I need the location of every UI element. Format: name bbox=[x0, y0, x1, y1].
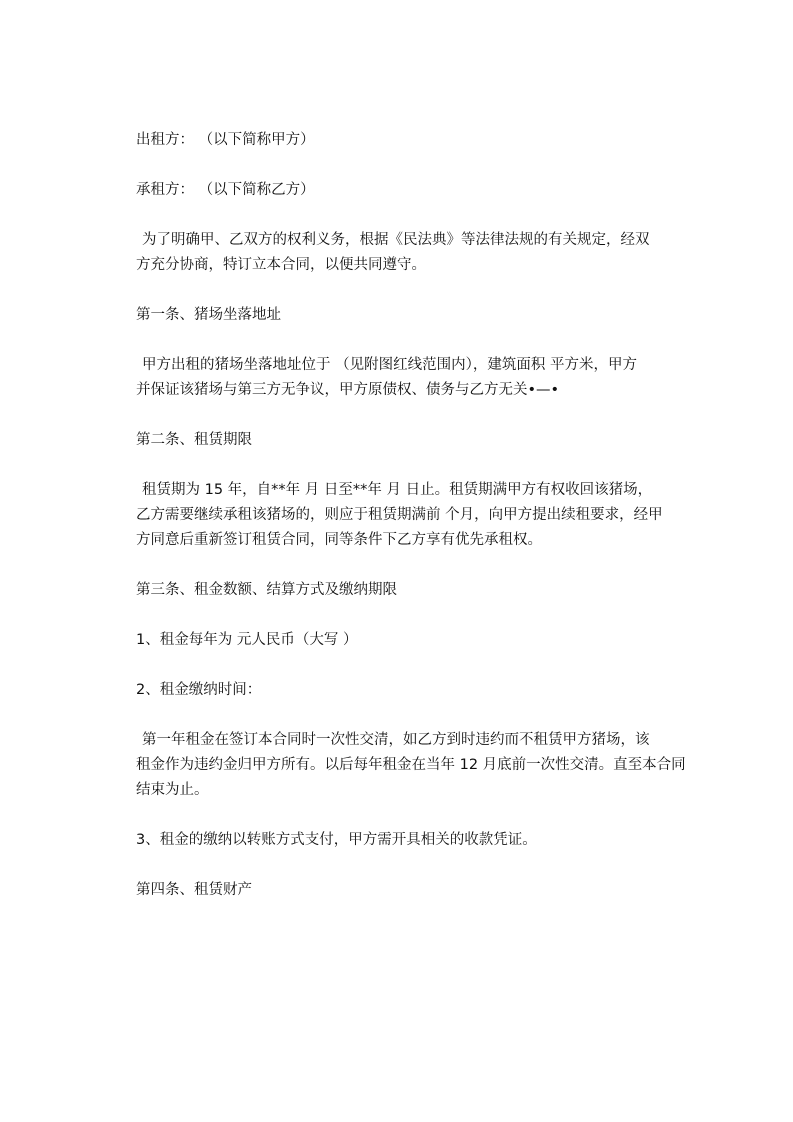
article3-item2-line: 结束为止。 bbox=[136, 782, 209, 798]
article3-heading-text: 第三条、租金数额、结算方式及缴纳期限 bbox=[136, 582, 397, 598]
preamble-line: 方充分协商，特订立本合同，以便共同遵守。 bbox=[136, 257, 426, 273]
article1-body bbox=[136, 353, 700, 403]
article2-line: 乙方需要继续承租该猪场的，则应于租赁期满前 个月，向甲方提出续租要求，经甲 bbox=[136, 507, 663, 523]
article3-heading bbox=[136, 578, 700, 603]
article4-heading-text: 第四条、租赁财产 bbox=[136, 882, 252, 898]
article2-line: 方同意后重新签订租赁合同，同等条件下乙方享有优先承租权。 bbox=[136, 532, 542, 548]
article1-heading bbox=[136, 303, 700, 328]
article3-item1-text: 1、租金每年为 元人民币（大写 ） bbox=[136, 632, 358, 648]
contract-text bbox=[136, 128, 700, 928]
article3-item2 bbox=[136, 678, 700, 703]
article1-line: 甲方出租的猪场坐落地址位于 （见附图红线范围内），建筑面积 平方米，甲方 bbox=[142, 357, 637, 373]
article3-item3 bbox=[136, 828, 700, 853]
lessor-line-text: 出租方： （以下简称甲方） bbox=[136, 132, 315, 148]
article3-item2-line: 第一年租金在签订本合同时一次性交清，如乙方到时违约而不租赁甲方猪场，该 bbox=[142, 732, 650, 748]
article3-item2-text: 2、租金缴纳时间： bbox=[136, 682, 262, 698]
lessor-line bbox=[136, 128, 700, 153]
article2-heading-text: 第二条、租赁期限 bbox=[136, 432, 252, 448]
preamble-line: 为了明确甲、乙双方的权利义务，根据《民法典》等法律法规的有关规定，经双 bbox=[142, 232, 650, 248]
lessee-line-text: 承租方： （以下简称乙方） bbox=[136, 182, 315, 198]
article3-item3-text: 3、租金的缴纳以转账方式支付，甲方需开具相关的收款凭证。 bbox=[136, 832, 537, 848]
lessee-line bbox=[136, 178, 700, 203]
article3-item2-body bbox=[136, 728, 700, 803]
article1-heading-text: 第一条、猪场坐落地址 bbox=[136, 307, 281, 323]
article4-heading bbox=[136, 878, 700, 903]
article3-item2-line: 租金作为违约金归甲方所有。以后每年租金在当年 12 月底前一次性交清。直至本合同 bbox=[136, 757, 686, 773]
article3-item1 bbox=[136, 628, 700, 653]
article1-line: 并保证该猪场与第三方无争议，甲方原债权、债务与乙方无关•—• bbox=[136, 382, 560, 398]
article2-line: 租赁期为 15 年，自**年 月 日至**年 月 日止。租赁期满甲方有权收回该猪场， bbox=[142, 482, 653, 498]
preamble-paragraph bbox=[136, 228, 700, 278]
article2-heading bbox=[136, 428, 700, 453]
article2-body bbox=[136, 478, 700, 553]
